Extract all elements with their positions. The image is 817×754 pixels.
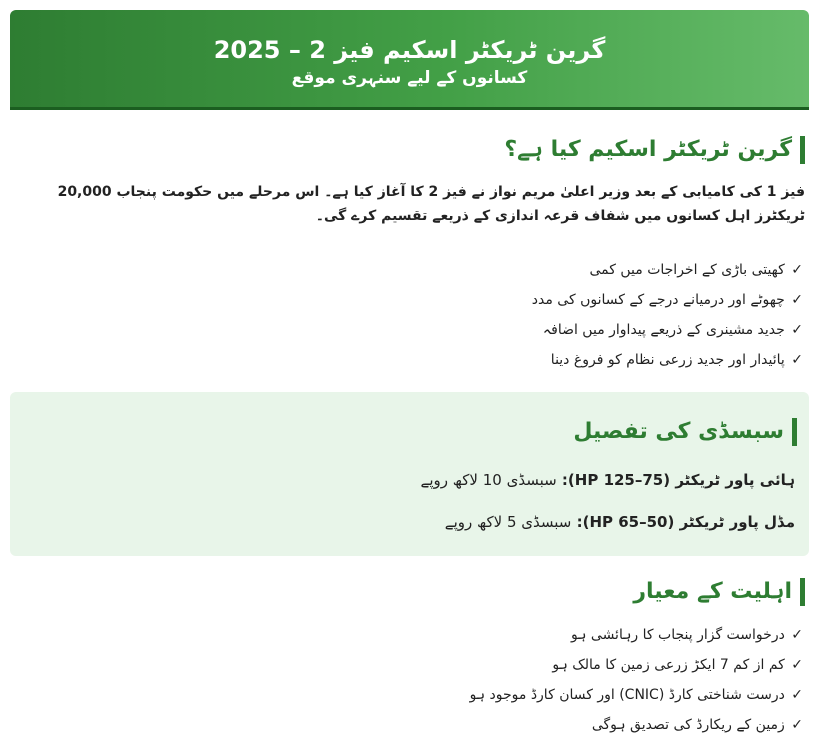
- benefit-text: چھوٹے اور درمیانے درجے کے کسانوں کی مدد: [531, 292, 785, 308]
- benefit-text: کھیتی باڑی کے اخراجات میں کمی: [589, 262, 785, 278]
- subsidy-value: سبسڈی 5 لاکھ روپے: [444, 513, 572, 531]
- benefit-text: جدید مشینری کے ذریعے پیداوار میں اضافہ: [542, 322, 785, 338]
- check-icon: ✓: [791, 292, 803, 308]
- subsidy-label: ہائی پاور ٹریکٹر (75–125 HP):: [561, 471, 795, 489]
- eligibility-list: [470, 620, 803, 740]
- list-item: [532, 315, 803, 345]
- benefit-text: پائیدار اور جدید زرعی نظام کو فروغ دینا: [550, 352, 785, 368]
- criteria-text: درخواست گزار پنجاب کا رہائشی ہو: [571, 627, 785, 643]
- check-icon: ✓: [791, 262, 803, 278]
- criteria-text: درست شناختی کارڈ (CNIC) اور کسان کارڈ موجود ہو: [469, 687, 785, 703]
- check-icon: ✓: [791, 627, 803, 643]
- list-item: [470, 650, 803, 680]
- subsidy-heading: سبسڈی کی تفصیل: [573, 418, 797, 446]
- list-item: [470, 620, 803, 650]
- intro-paragraph: فیز 1 کی کامیابی کے بعد وزیر اعلیٰ مریم نواز نے فیز 2 کا آغاز کیا ہے۔ اس مرحلے میں حکومت پنجاب 20,000 ٹریکٹرز اہل کسانوں میں شفاف قرعہ اندازی کے ذریعے تقسیم کرے گی۔: [57, 184, 805, 224]
- subsidy-row-middle-power: [445, 510, 795, 534]
- check-icon: ✓: [791, 687, 803, 703]
- subsidy-value: سبسڈی 10 لاکھ روپے: [420, 471, 557, 489]
- subsidy-row-high-power: [421, 468, 795, 492]
- page-subtitle: کسانوں کے لیے سنہری موقع: [291, 68, 528, 88]
- check-icon: ✓: [791, 657, 803, 673]
- subsidy-box: [10, 392, 809, 556]
- criteria-text: زمین کے ریکارڈ کی تصدیق ہوگی: [591, 717, 785, 733]
- list-item: [470, 710, 803, 740]
- criteria-text: کم از کم 7 ایکڑ زرعی زمین کا مالک ہو: [552, 657, 785, 673]
- list-item: [532, 255, 803, 285]
- list-item: [532, 285, 803, 315]
- subsidy-label: مڈل پاور ٹریکٹر (50–65 HP):: [576, 513, 795, 531]
- check-icon: ✓: [791, 717, 803, 733]
- check-icon: ✓: [791, 352, 803, 368]
- header-banner: [10, 10, 809, 110]
- benefits-list: [532, 255, 803, 375]
- list-item: [532, 345, 803, 375]
- page-title: گرین ٹریکٹر اسکیم فیز 2 – 2025: [213, 36, 606, 64]
- intro-heading: گرین ٹریکٹر اسکیم کیا ہے؟: [504, 136, 805, 164]
- list-item: [470, 680, 803, 710]
- eligibility-heading: اہلیت کے معیار: [633, 578, 805, 606]
- check-icon: ✓: [791, 322, 803, 338]
